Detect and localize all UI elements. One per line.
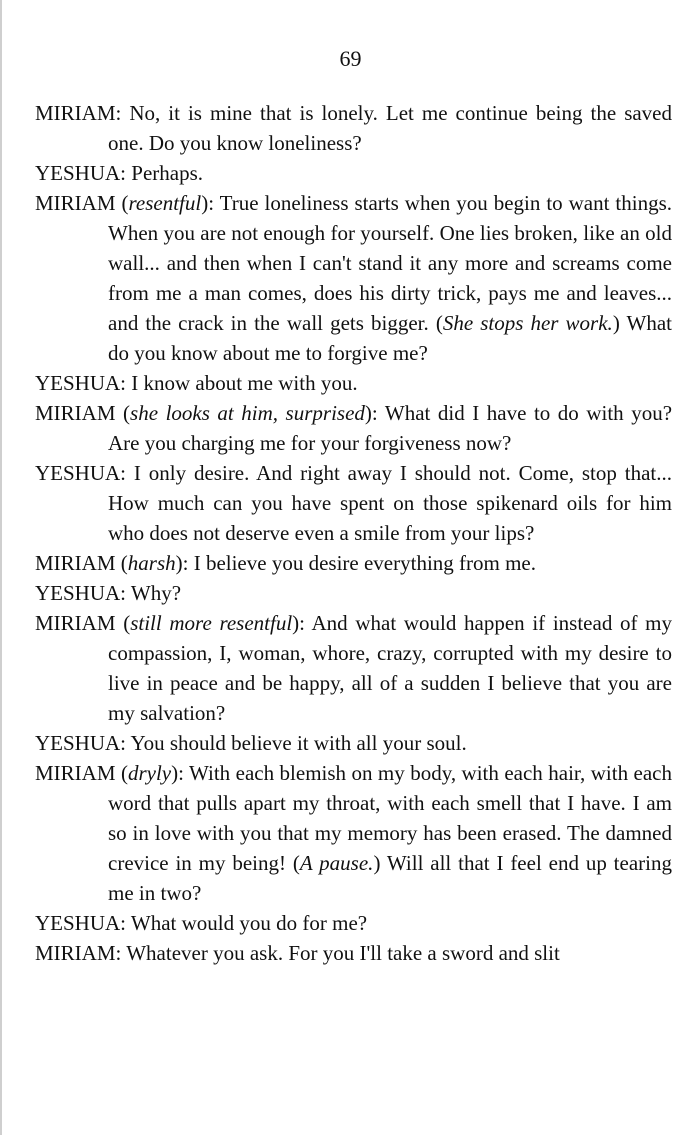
speaker-name: YESHUA: [35, 161, 127, 185]
speaker-name: YESHUA: [35, 731, 127, 755]
speaker-name: MIRIAM [35, 761, 116, 785]
paren-close: ): [171, 761, 184, 785]
dialogue-line [35, 98, 672, 158]
dialogue-line [35, 908, 672, 938]
stage-direction: resentful [128, 191, 202, 215]
speaker-name: YESHUA: [35, 911, 127, 935]
dialogue-text: What did I have to do with you? Are you charging me for your forgiveness now? [108, 401, 673, 455]
dialogue-text: I only desire. And right away I should not. Come, stop that... How much can you have spent on those spikenard oils for him who does not deserve even a smile from your lips? [108, 461, 672, 545]
dialogue-text: Perhaps. [131, 161, 204, 185]
play-script [35, 98, 672, 968]
dialogue-text: What do you know about me to forgive me? [108, 311, 672, 365]
dialogue-text: I believe you desire everything from me. [193, 551, 536, 575]
dialogue-line [35, 578, 672, 608]
paren-open: ( [123, 611, 131, 635]
paren-close: ): [364, 401, 378, 425]
dialogue-line [35, 458, 672, 548]
paren-close: ): [175, 551, 189, 575]
dialogue-line [35, 188, 672, 368]
speaker-name: YESHUA: [35, 461, 127, 485]
speaker-name: YESHUA: [35, 371, 127, 395]
dialogue-line [35, 758, 672, 908]
dialogue-line [35, 608, 672, 728]
speaker-name: MIRIAM [35, 551, 116, 575]
speaker-name: YESHUA: [35, 581, 127, 605]
dialogue-text: Whatever you ask. For you I'll take a sword and slit [126, 941, 560, 965]
dialogue-line [35, 368, 672, 398]
paren-open: ( [121, 191, 129, 215]
dialogue-text: And what would happen if instead of my compassion, I, woman, whore, crazy, corrupted with my desire to live in peace and be happy, all of a sudden I believe that you are my salvation? [108, 611, 673, 725]
dialogue-text: No, it is mine that is lonely. Let me continue being the saved one. Do you know loneliness? [108, 101, 673, 155]
dialogue-line [35, 728, 672, 758]
stage-direction: she looks at him, surprised [130, 401, 365, 425]
stage-direction: dryly [127, 761, 172, 785]
dialogue-text: Why? [130, 581, 182, 605]
paren-open: ( [292, 851, 300, 875]
page-number: 69 [339, 46, 362, 71]
dialogue-text: I know about me with you. [131, 371, 358, 395]
paren-close: ): [292, 611, 305, 635]
dialogue-line [35, 548, 672, 578]
speaker-name: MIRIAM: [35, 101, 122, 125]
speaker-name: MIRIAM [35, 611, 116, 635]
speaker-name: MIRIAM [35, 401, 116, 425]
paren-close: ): [201, 191, 215, 215]
dialogue-text: True loneliness starts when you begin to want things. When you are not enough for yourself. One lies broken, like an old wall... and then when I can't stand it any more and screams come from me a man comes, does his dirty trick, pays me and leaves... and the crack in the wall gets bigger. [108, 191, 673, 335]
speaker-name: MIRIAM: [35, 941, 122, 965]
dialogue-text: What would you do for me? [130, 911, 368, 935]
dialogue-line [35, 158, 672, 188]
paren-close: ) [373, 851, 381, 875]
paren-open: ( [120, 761, 128, 785]
paren-open: ( [123, 401, 131, 425]
paren-close: ) [612, 311, 620, 335]
stage-direction: A pause. [299, 851, 374, 875]
dialogue-text: You should believe it with all your soul. [130, 731, 467, 755]
stage-direction: still more resentful [130, 611, 293, 635]
dialogue-line [35, 398, 672, 458]
stage-direction: harsh [127, 551, 176, 575]
dialogue-line [35, 938, 672, 968]
speaker-name: MIRIAM [35, 191, 116, 215]
stage-direction: She stops her work. [442, 311, 613, 335]
dialogue-text: With each blemish on my body, with each hair, with each word that pulls apart my throat, with each smell that I have. I am so in love with you that my memory has been erased. The damned crevice in my being! [108, 761, 673, 875]
paren-open: ( [120, 551, 128, 575]
dialogue-text: Will all that I feel end up tearing me in two? [108, 851, 672, 905]
paren-open: ( [435, 311, 443, 335]
